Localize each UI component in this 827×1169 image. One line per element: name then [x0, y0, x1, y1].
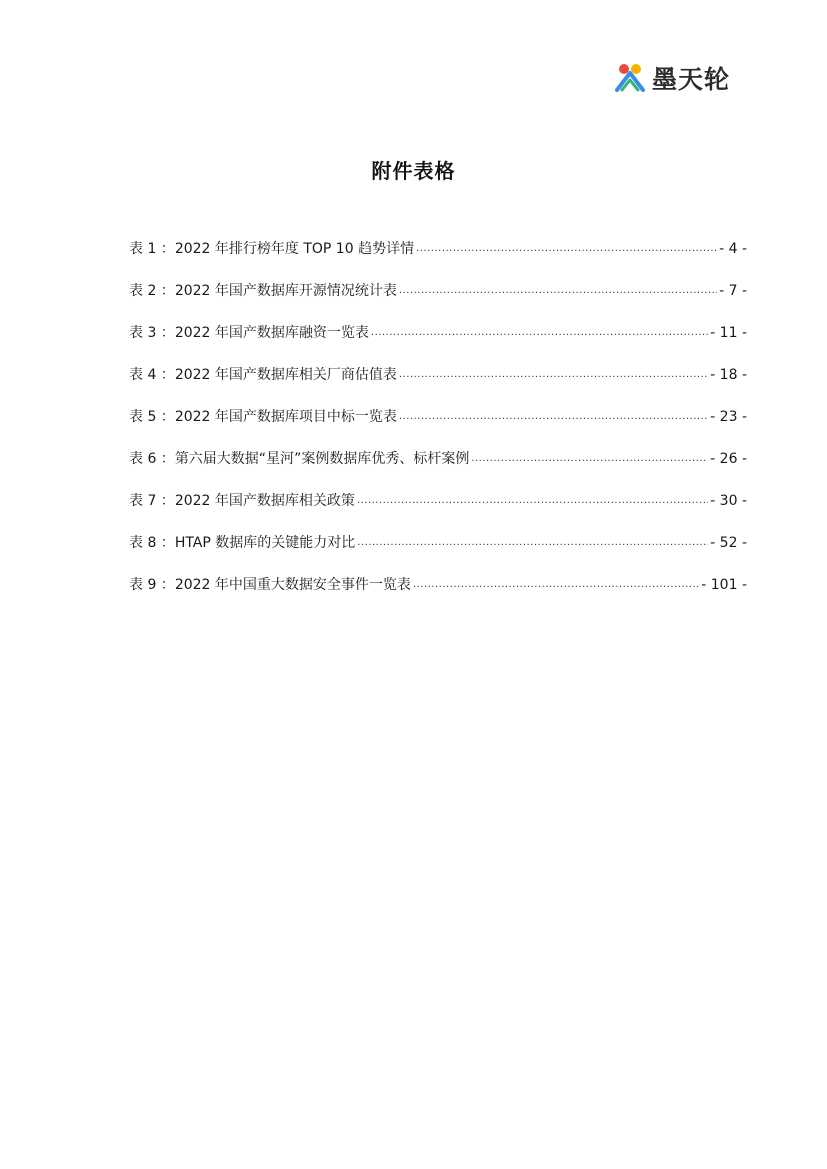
toc-entry-title: 2022 年中国重大数据安全事件一览表 [174, 577, 411, 593]
logo-text: 墨天轮 [652, 65, 731, 94]
toc-entry-title: HTAP 数据库的关键能力对比 [174, 535, 356, 551]
toc-entry-page: - 18 - [710, 367, 747, 383]
page-title: 附件表格 [371, 159, 456, 183]
toc-leader [399, 364, 708, 386]
toc-entry[interactable] [129, 386, 747, 428]
toc-entry[interactable] [129, 238, 747, 260]
toc-entry[interactable] [129, 260, 747, 302]
toc-entry-page: - 23 - [710, 409, 747, 425]
toc-entry-title: 2022 年国产数据库融资一览表 [174, 325, 369, 341]
toc-entry-page: - 7 - [719, 283, 747, 299]
toc-leader [357, 532, 708, 554]
toc-entry-page: - 30 - [710, 493, 747, 509]
toc-entry-label: 表 3 ： [129, 325, 175, 341]
toc-entry[interactable] [129, 428, 747, 470]
toc-entry[interactable] [129, 512, 747, 554]
toc-entry-page: - 4 - [719, 241, 747, 257]
toc-entry-title: 2022 年国产数据库开源情况统计表 [174, 283, 397, 299]
toc-leader [413, 574, 699, 596]
toc-entry-page: - 101 - [701, 577, 747, 593]
table-of-contents [129, 238, 747, 596]
toc-entry[interactable] [129, 302, 747, 344]
toc-entry-label: 表 7 ： [129, 493, 175, 509]
toc-entry[interactable] [129, 470, 747, 512]
toc-entry-title: 2022 年国产数据库相关厂商估值表 [174, 367, 397, 383]
toc-entry-title: 第六届大数据“星河”案例数据库优秀、标杆案例 [174, 451, 470, 467]
toc-leader [471, 448, 708, 470]
toc-entry[interactable] [129, 554, 747, 596]
toc-leader [357, 490, 708, 512]
toc-entry-page: - 52 - [710, 535, 747, 551]
toc-entry-title: 2022 年排行榜年度 TOP 10 趋势详情 [174, 241, 415, 257]
toc-leader [399, 406, 708, 428]
toc-entry-label: 表 5 ： [129, 409, 175, 425]
toc-entry-title: 2022 年国产数据库项目中标一览表 [174, 409, 397, 425]
toc-leader [416, 238, 717, 260]
toc-entry-label: 表 2 ： [129, 283, 175, 299]
toc-leader [399, 280, 717, 302]
header-logo [614, 58, 746, 98]
toc-entry-label: 表 4 ： [129, 367, 175, 383]
toc-leader [371, 322, 708, 344]
toc-entry-label: 表 1 ： [129, 241, 175, 257]
modb-logo-icon [614, 60, 646, 96]
toc-entry-label: 表 9 ： [129, 577, 175, 593]
toc-entry-label: 表 8 ： [129, 535, 175, 551]
toc-entry-page: - 26 - [710, 451, 747, 467]
toc-entry-page: - 11 - [710, 325, 747, 341]
toc-entry-label: 表 6 ： [129, 451, 175, 467]
toc-entry-title: 2022 年国产数据库相关政策 [174, 493, 355, 509]
toc-entry[interactable] [129, 344, 747, 386]
